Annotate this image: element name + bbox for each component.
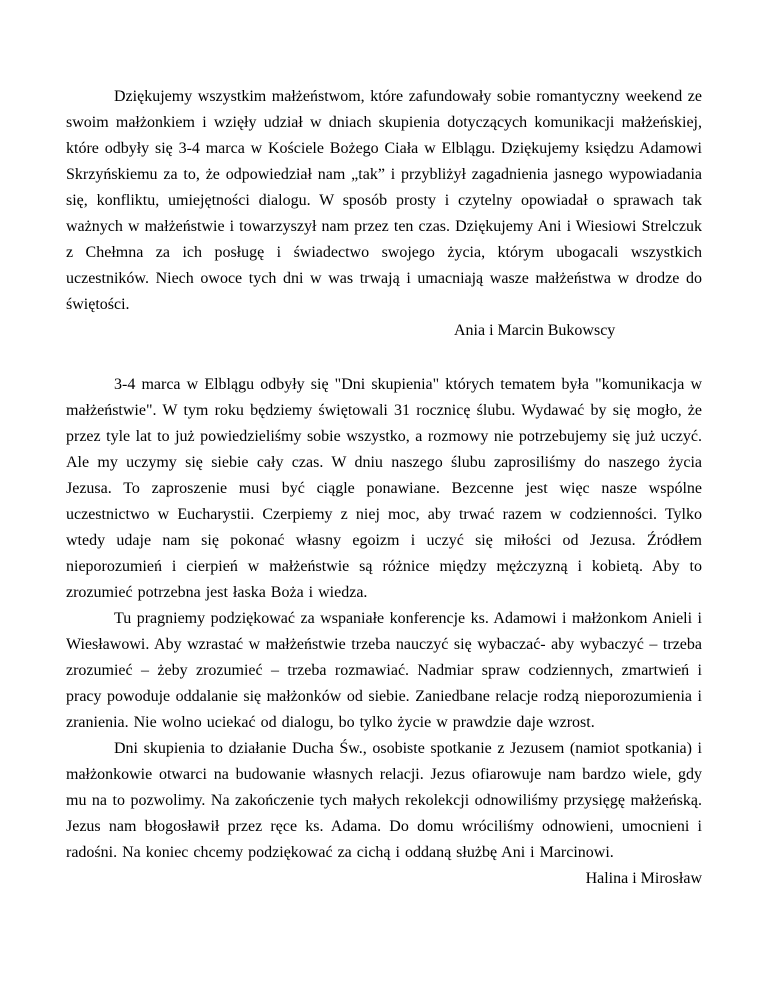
- paragraph-conferences: Tu pragniemy podziękować za wspaniałe konferencje ks. Adamowi i małżonkom Anieli i Wiesławowi. Aby wzrastać w małżeństwie trzeba nauczyć się wybaczać- aby wybaczyć – trzeba zrozumieć – żeby zrozumieć – trzeba rozmawiać. Nadmiar spraw codziennych, zmartwień i pracy powoduje oddalanie się małżonków od siebie. Zaniedbane relacje rodzą nieporozumienia i zranienia. Nie wolno uciekać od dialogu, bo tylko życie w prawdzie daje wzrost.: [66, 610, 702, 731]
- paragraph-testimony-intro: 3-4 marca w Elblągu odbyły się "Dni skupienia" których tematem była "komunikacja w małżeństwie". W tym roku będziemy świętowali 31 rocznicę ślubu. Wydawać by się mogło, że przez tyle lat to już powiedzieliśmy sobie wszystko, a rozmowy nie potrzebujemy się już uczyć. Ale my uczymy się siebie cały czas. W dniu naszego ślubu zaprosiliśmy do naszego życia Jezusa. To zaproszenie musi być ciągle ponawiane. Bezcenne jest więc nasze wspólne uczestnictwo w Eucharystii. Czerpiemy z niej moc, aby trwać razem w codzienności. Tylko wtedy udaje nam się pokonać własny egoizm i uczyć się miłości od Jezusa. Źródłem nieporozumień i cierpień w małżeństwie są różnice między mężczyzną i kobietą. Aby to zrozumieć potrzebna jest łaska Boża i wiedza.: [66, 376, 702, 601]
- signature-ania-marcin: Ania i Marcin Bukowscy: [454, 322, 616, 339]
- paragraph-conclusion: Dni skupienia to działanie Ducha Św., osobiste spotkanie z Jezusem (namiot spotkania) i małżonkowie otwarci na budowanie własnych relacji. Jezus ofiarowuje nam bardzo wiele, gdy mu na to pozwolimy. Na zakończenie tych małych rekolekcji odnowiliśmy przysięgę małżeńską. Jezus nam błogosławił przez ręce ks. Adama. Do domu wróciliśmy odnowieni, umocnieni i radośni. Na koniec chcemy podziękować za cichą i oddaną służbę Ani i Marcinowi.: [66, 740, 702, 861]
- signature-halina-miroslaw: Halina i Mirosław: [585, 870, 702, 887]
- paragraph-thanks: Dziękujemy wszystkim małżeństwom, które zafundowały sobie romantyczny weekend ze swoim małżonkiem i wzięły udział w dniach skupienia dotyczących komunikacji małżeńskiej, które odbyły się 3-4 marca w Kościele Bożego Ciała w Elblągu. Dziękujemy księdzu Adamowi Skrzyńskiemu za to, że odpowiedział nam „tak” i przybliżył zagadnienia jasnego wypowiadania się, konfliktu, umiejętności dialogu. W sposób prosty i czytelny opowiadał o sprawach tak ważnych w małżeństwie i towarzyszył nam przez ten czas. Dziękujemy Ani i Wiesiowi Strelczuk z Chełmna za ich posługę i świadectwo swojego życia, którym ubogacali wszystkich uczestników. Niech owoce tych dni w was trwają i umacniają wasze małżeństwa w drodze do świętości.: [66, 88, 702, 313]
